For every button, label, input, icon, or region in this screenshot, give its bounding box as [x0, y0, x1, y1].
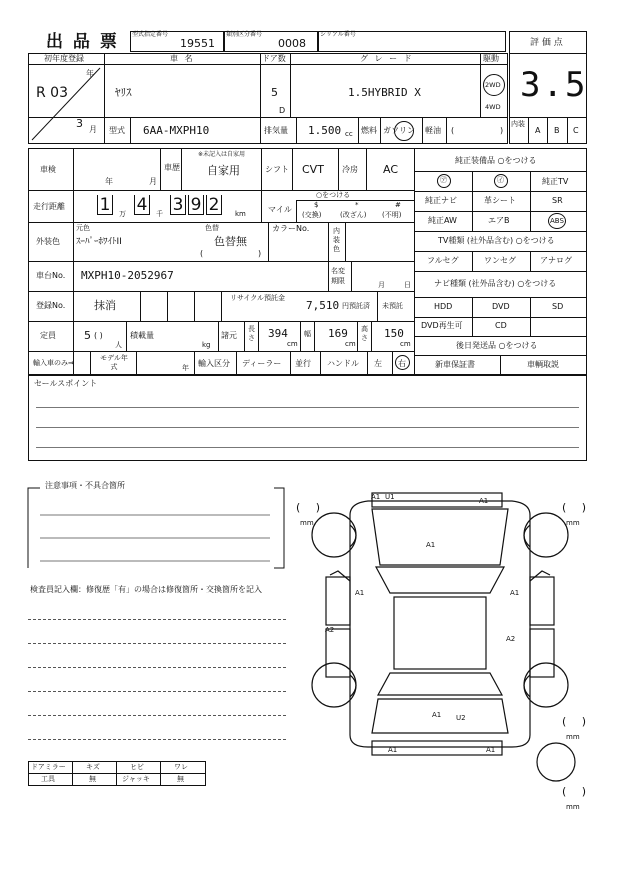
car-name-label: 車 名: [170, 54, 195, 63]
tire-depth-front-left-unit: mm: [300, 519, 314, 527]
color-change-value: 色替無: [214, 235, 247, 248]
equipment-airbag: エアB: [488, 216, 510, 225]
score-label: 評 価 点: [530, 38, 563, 48]
later-shipping-title: 後日発送品 ○をつける: [456, 341, 538, 350]
tire-depth-rear-right: ( ): [562, 715, 593, 728]
car-damage-diagram: [290, 485, 593, 765]
name-change-month: 月: [378, 281, 385, 289]
displacement-value: 1.500: [308, 124, 342, 137]
interior-grade-label: 内装: [511, 120, 525, 128]
damage-mark-right-rear-door: A2: [506, 635, 516, 643]
drive-2wd: 2WD: [485, 81, 501, 89]
recycle-value: 7,510: [306, 299, 340, 312]
tv-type-analog: アナログ: [540, 256, 572, 265]
mileage-label: 走行距離: [33, 202, 65, 211]
displacement-unit: cc: [345, 130, 353, 138]
capacity-paren: ( ): [94, 331, 103, 340]
later-manual: 車輌取説: [527, 360, 559, 369]
equipment-leather: 革シート: [484, 196, 516, 205]
damage-mark-trunk: A1: [432, 711, 442, 719]
aircon-value: AC: [383, 163, 399, 176]
type-number-label: 型式指定番号: [132, 31, 169, 38]
type-number-value: 19551: [180, 37, 215, 50]
ext-color-label: 外装色: [36, 237, 60, 246]
color-change-label: 色替: [205, 224, 219, 232]
length-unit: cm: [287, 340, 298, 348]
handle-selected-circle: [395, 355, 410, 370]
navi-dvd: DVD: [492, 302, 510, 311]
model-year-label: モデル年式: [100, 354, 128, 371]
notes-bracket: [26, 481, 288, 574]
first-reg-year-unit: 年: [86, 69, 94, 78]
equipment-item-2: ㋑: [497, 176, 504, 184]
int-color-label: 内装色: [333, 227, 340, 253]
navi-hdd: HDD: [434, 302, 453, 311]
form-title: 出 品 票: [46, 32, 119, 52]
load-unit: kg: [202, 341, 211, 349]
damage-mark-front-bumper-left: A1: [371, 493, 381, 501]
load-label: 積載量: [130, 331, 154, 340]
first-reg-month-unit: 月: [89, 125, 97, 134]
serial-number-label: シリアル番号: [320, 31, 356, 38]
recycle-paid: 円預託済: [342, 302, 370, 310]
history-value: 自家用: [207, 164, 240, 177]
tv-type-title: TV種類 (社外品含む) ○をつける: [438, 236, 555, 245]
history-label: 車歴: [164, 163, 180, 172]
inspector-label: 検査員記入欄：修復歴「有」の場合は修復箇所・交換箇所を記入: [30, 585, 262, 594]
navi-dvd-play: DVD再生可: [421, 321, 463, 330]
import-parallel: 並行: [295, 359, 311, 368]
length-value: 394: [268, 327, 288, 340]
reg-label: 登録No.: [36, 301, 66, 310]
handle-left: 左: [374, 359, 382, 368]
color-no-label: カラーNo.: [272, 224, 310, 233]
fuel-label: 燃料: [361, 126, 377, 135]
damage-mark-front-bumper-u1: U1: [385, 493, 395, 501]
reg-value: 抹消: [94, 299, 116, 312]
sales-point-box: [28, 375, 587, 461]
mileage-digit-2: 4: [134, 195, 150, 215]
damage-mark-rear-bumper-right: A1: [486, 746, 496, 754]
first-reg-label: 初年度登録: [44, 54, 84, 63]
mileage-sen-unit: 千: [156, 210, 163, 218]
model-label: 型式: [109, 126, 125, 135]
height-unit: cm: [400, 340, 411, 348]
doors-value: 5: [271, 86, 278, 99]
missing-break: ワレ: [174, 763, 188, 771]
shift-label: シフト: [265, 165, 289, 174]
damage-mark-right-front-door: A1: [510, 589, 520, 597]
shaken-label: 車検: [40, 165, 56, 174]
equipment-aw: 純正AW: [428, 216, 457, 225]
mileage-digit-1: 1: [97, 195, 113, 215]
shaken-month-unit: 月: [149, 177, 157, 186]
capacity-label: 定員: [40, 331, 56, 340]
evaluation-score: 3.5: [520, 65, 588, 105]
sales-point-label: セールスポイント: [34, 379, 98, 388]
missing-tool: 工具: [41, 775, 55, 783]
equipment-tv: 純正TV: [542, 177, 569, 186]
equipment-sunroof: SR: [552, 196, 563, 205]
import-label: 輸入車のみ⇒: [33, 359, 74, 367]
drive-4wd: 4WD: [485, 103, 501, 111]
mileage-mile: マイル: [268, 205, 292, 214]
mileage-digit-3: 3: [170, 195, 186, 215]
missing-scratch: キズ: [86, 763, 100, 771]
length-label: 長さ: [248, 325, 255, 342]
history-note: ※未記入は自家用: [198, 151, 246, 158]
navi-sd: SD: [552, 302, 564, 311]
navi-type-title: ナビ種類 (社外品含む) ○をつける: [434, 279, 557, 288]
interior-grade-a: A: [535, 126, 541, 135]
first-reg-month: 3: [76, 117, 83, 130]
recycle-unpaid: 未預託: [382, 302, 403, 310]
original-color-label: 元色: [76, 224, 90, 232]
ext-color-value: ｽｰﾊﾟｰﾎﾜｲﾄII: [76, 237, 122, 247]
tv-type-fullseg: フルセグ: [427, 256, 459, 265]
fuel-selected-circle: [394, 121, 414, 141]
width-unit: cm: [345, 340, 356, 348]
shift-value: CVT: [302, 163, 324, 176]
fuel-diesel: 軽油: [425, 126, 441, 135]
interior-grade-c: C: [573, 126, 579, 135]
height-label: 高さ: [361, 325, 368, 342]
missing-jack: ジャッキ: [122, 775, 150, 783]
mileage-tamper: (改ざん): [340, 211, 367, 219]
mileage-exchange: (交換): [302, 211, 322, 219]
equipment-title: 純正装備品 ○をつける: [455, 156, 537, 165]
tire-depth-front-left: ( ): [296, 501, 327, 514]
class-number-value: 0008: [278, 37, 306, 50]
grade-value: 1.5HYBRID X: [348, 86, 421, 99]
doors-suffix: D: [279, 106, 286, 115]
damage-mark-hood: A1: [426, 541, 436, 549]
mileage-digit-5: 2: [206, 195, 222, 215]
damage-mark-rear-bumper-left: A1: [388, 746, 398, 754]
height-value: 150: [384, 327, 404, 340]
handle-right: 右: [398, 359, 406, 368]
mileage-tamper-mark: *: [355, 201, 359, 209]
width-label: 幅: [304, 330, 311, 338]
tire-depth-spare-unit: mm: [566, 803, 580, 811]
missing-tool-value: 無: [89, 775, 96, 783]
fuel-gasoline: ガソリン: [383, 126, 415, 135]
model-year-unit: 年: [182, 364, 189, 372]
aircon-label: 冷房: [342, 165, 358, 174]
damage-mark-left-front-door: A1: [355, 589, 365, 597]
missing-jack-value: 無: [177, 775, 184, 783]
later-warranty: 新車保証書: [435, 360, 475, 369]
mileage-mark-note: ○をつける: [316, 191, 351, 199]
first-reg-era: R 03: [36, 85, 68, 101]
import-dealer: ディーラー: [242, 359, 282, 368]
name-change-day: 日: [404, 281, 411, 289]
interior-grade-b: B: [554, 126, 560, 135]
car-name-value: ﾔﾘｽ: [115, 86, 132, 99]
equipment-item-1: ㋐: [440, 176, 447, 184]
tire-depth-rear-right-unit: mm: [566, 733, 580, 741]
capacity-value: 5: [84, 329, 91, 342]
chassis-value: MXPH10-2052967: [81, 269, 174, 282]
recycle-label: リサイクル預託金: [230, 294, 286, 302]
doors-label: ドア数: [262, 54, 286, 63]
equipment-abs: ABS: [550, 217, 564, 225]
dims-label: 諸元: [221, 331, 237, 340]
width-value: 169: [328, 327, 348, 340]
tv-type-oneseg: ワンセグ: [484, 256, 516, 265]
tire-depth-front-right-unit: mm: [566, 519, 580, 527]
import-type-label: 輸入区分: [198, 359, 230, 368]
mileage-unknown: (不明): [382, 211, 402, 219]
chassis-label: 車台No.: [36, 271, 66, 280]
mileage-exchange-mark: $: [314, 201, 319, 209]
displacement-label: 排気量: [264, 126, 288, 135]
class-number-label: 類別区分番号: [226, 31, 263, 38]
navi-cd: CD: [495, 321, 507, 330]
damage-mark-left-rear-door: A2: [325, 626, 335, 634]
grade-label: グ レ ー ド: [360, 54, 414, 63]
tire-depth-spare: ( ): [562, 785, 593, 798]
tire-depth-front-right: ( ): [562, 501, 593, 514]
missing-mirror: ドアミラー: [31, 763, 66, 771]
damage-mark-front-bumper-right: A1: [479, 497, 489, 505]
missing-crack: ヒビ: [130, 763, 144, 771]
notes-label: 注意事項・不具合箇所: [45, 481, 125, 490]
equipment-navi: 純正ナビ: [425, 196, 457, 205]
mileage-km-unit: km: [235, 210, 246, 218]
capacity-unit: 人: [115, 341, 122, 349]
name-change-label: 名変期限: [331, 267, 345, 285]
model-value: 6AA-MXPH10: [143, 124, 210, 137]
spare-tire: [534, 740, 578, 784]
shaken-year-unit: 年: [105, 177, 113, 186]
mileage-man-unit: 万: [119, 210, 126, 218]
mileage-digit-4: 9: [188, 195, 204, 215]
drive-label: 駆動: [483, 54, 499, 63]
mileage-unknown-mark: #: [395, 201, 401, 209]
damage-mark-trunk-u2: U2: [456, 714, 466, 722]
handle-label: ハンドル: [327, 359, 359, 368]
